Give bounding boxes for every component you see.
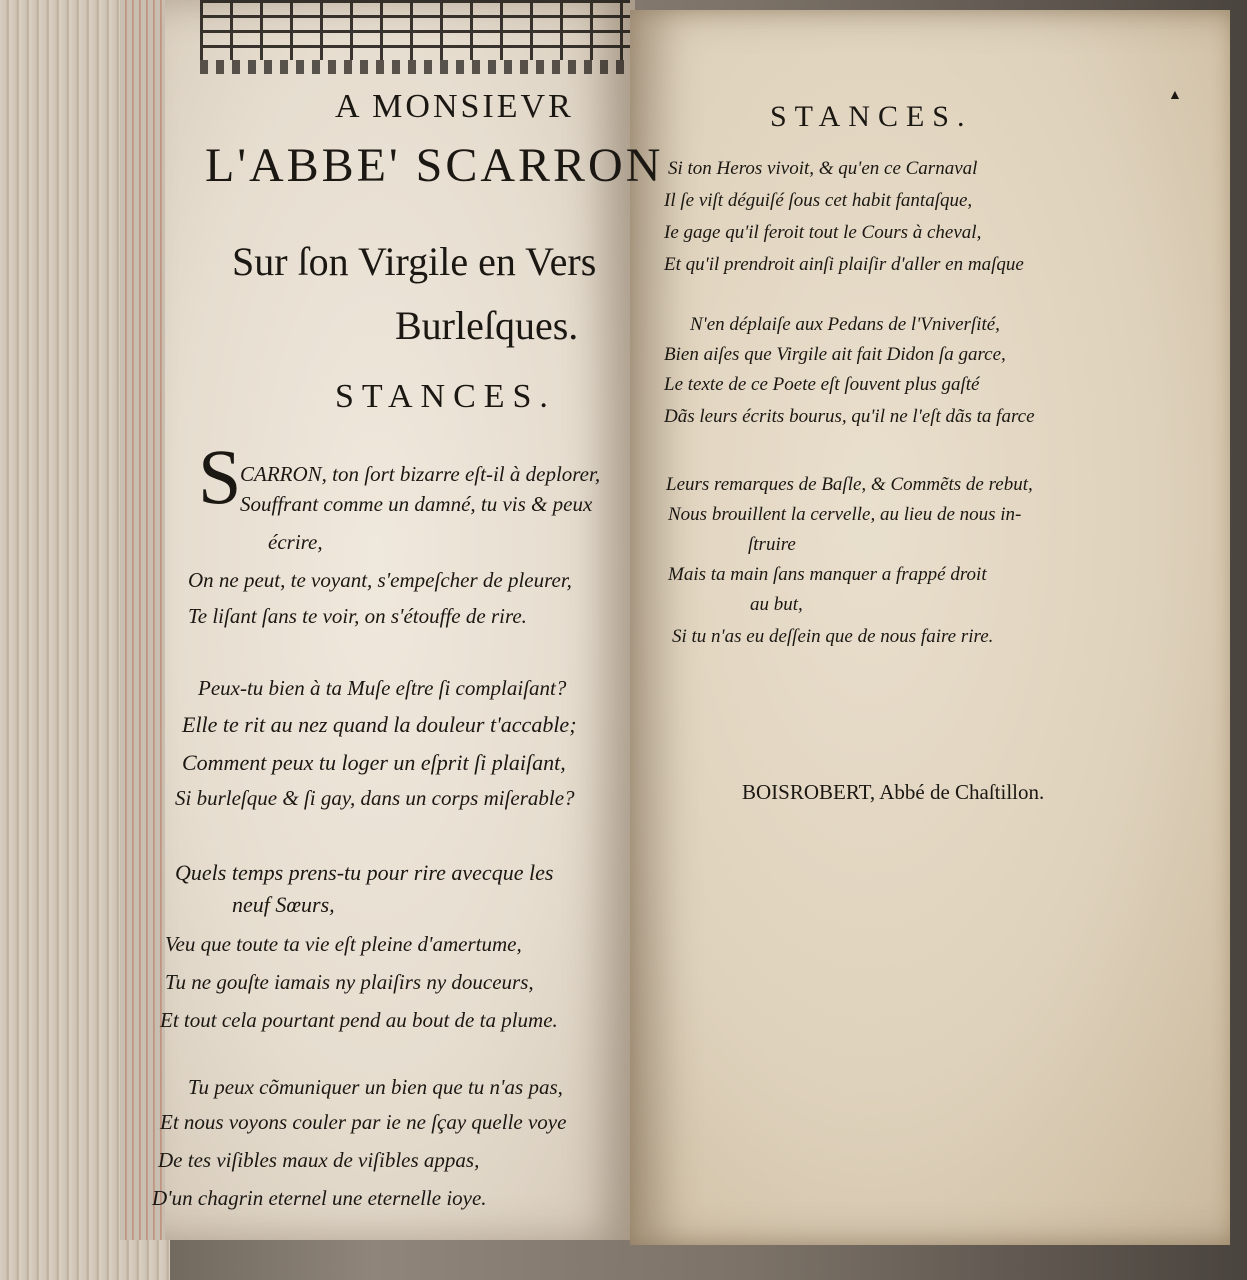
- heading-line-3: Sur ſon Virgile en Vers: [232, 239, 597, 284]
- red-page-edges: [120, 0, 166, 1240]
- left-s3-line-1: Quels temps prens-tu pour rire avecque les: [175, 860, 554, 885]
- left-s4-line-2: Et nous voyons couler par ie ne ſçay quelle voye: [160, 1110, 567, 1134]
- left-s4-line-3: De tes viſibles maux de viſibles appas,: [158, 1148, 480, 1172]
- heading-line-4: Burleſques.: [395, 303, 579, 348]
- right-s3-line-5: au but,: [750, 594, 803, 615]
- right-s2-line-2: Bien aiſes que Virgile ait fait Didon ſa garce,: [664, 344, 1006, 365]
- left-s4-line-1: Tu peux cõmuniquer un bien que tu n'as pas,: [188, 1075, 563, 1099]
- signature: BOISROBERT, Abbé de Chaſtillon.: [742, 780, 1045, 804]
- page-mark-icon: ▲: [1168, 88, 1182, 103]
- left-s2-line-3: Comment peux tu loger un eſprit ſi plaiſant,: [182, 750, 566, 775]
- right-s1-line-4: Et qu'il prendroit ainſi plaiſir d'aller en maſque: [664, 254, 1024, 275]
- right-s3-line-4: Mais ta main ſans manquer a frappé droit: [668, 564, 987, 585]
- left-s2-line-2: Elle te rit au nez quand la douleur t'accable;: [182, 712, 577, 737]
- right-s1-line-3: Ie gage qu'il feroit tout le Cours à cheval,: [664, 222, 982, 243]
- right-section-title: STANCES.: [770, 100, 973, 133]
- left-s1-line-4: On ne peut, te voyant, s'empeſcher de pleurer,: [188, 568, 572, 592]
- ornament-band-icon: [200, 0, 630, 60]
- left-s3-line-5: Et tout cela pourtant pend au bout de ta plume.: [160, 1008, 558, 1032]
- heading-line-2: L'ABBE' SCARRON: [205, 139, 664, 192]
- left-s2-line-1: Peux-tu bien à ta Muſe eſtre ſi complaiſant?: [198, 676, 567, 700]
- right-s2-line-4: Dãs leurs écrits bourus, qu'il ne l'eſt dãs ta farce: [664, 406, 1035, 427]
- right-s3-line-2: Nous brouillent la cervelle, au lieu de nous in-: [668, 504, 1022, 525]
- right-s1-line-1: Si ton Heros vivoit, & qu'en ce Carnaval: [668, 158, 978, 179]
- drop-cap: S: [198, 433, 242, 520]
- right-s2-line-1: N'en déplaiſe aux Pedans de l'Vniverſité,: [690, 314, 1000, 335]
- right-s3-line-6: Si tu n'as eu deſſein que de nous faire rire.: [672, 626, 994, 647]
- right-s2-line-3: Le texte de ce Poete eſt ſouvent plus gaſté: [664, 374, 980, 395]
- left-s1-line-2: Souffrant comme un damné, tu vis & peux: [240, 492, 593, 516]
- right-s3-line-3: ſtruire: [748, 534, 796, 555]
- heading-line-1: A MONSIEVR: [335, 88, 574, 125]
- left-s3-line-2: neuf Sœurs,: [232, 892, 335, 917]
- left-s1-line-3: écrire,: [268, 530, 323, 554]
- left-s1-line-5: Te liſant ſans te voir, on s'étouffe de rire.: [188, 604, 527, 628]
- left-s3-line-4: Tu ne gouſte iamais ny plaiſirs ny douceurs,: [165, 970, 534, 994]
- ornament-border-icon: [200, 60, 630, 74]
- right-s3-line-1: Leurs remarques de Baſle, & Commẽts de rebut,: [666, 474, 1033, 495]
- left-s4-line-4: D'un chagrin eternel une eternelle ioye.: [152, 1186, 487, 1210]
- left-section-title: STANCES.: [335, 378, 556, 415]
- left-s2-line-4: Si burleſque & ſi gay, dans un corps miſerable?: [175, 786, 575, 810]
- right-s1-line-2: Il ſe viſt déguiſé ſous cet habit fantaſque,: [664, 190, 973, 211]
- left-s3-line-3: Veu que toute ta vie eſt pleine d'amertume,: [165, 932, 522, 956]
- left-s1-line-1: CARRON, ton ſort bizarre eſt-il à deplorer,: [240, 462, 601, 486]
